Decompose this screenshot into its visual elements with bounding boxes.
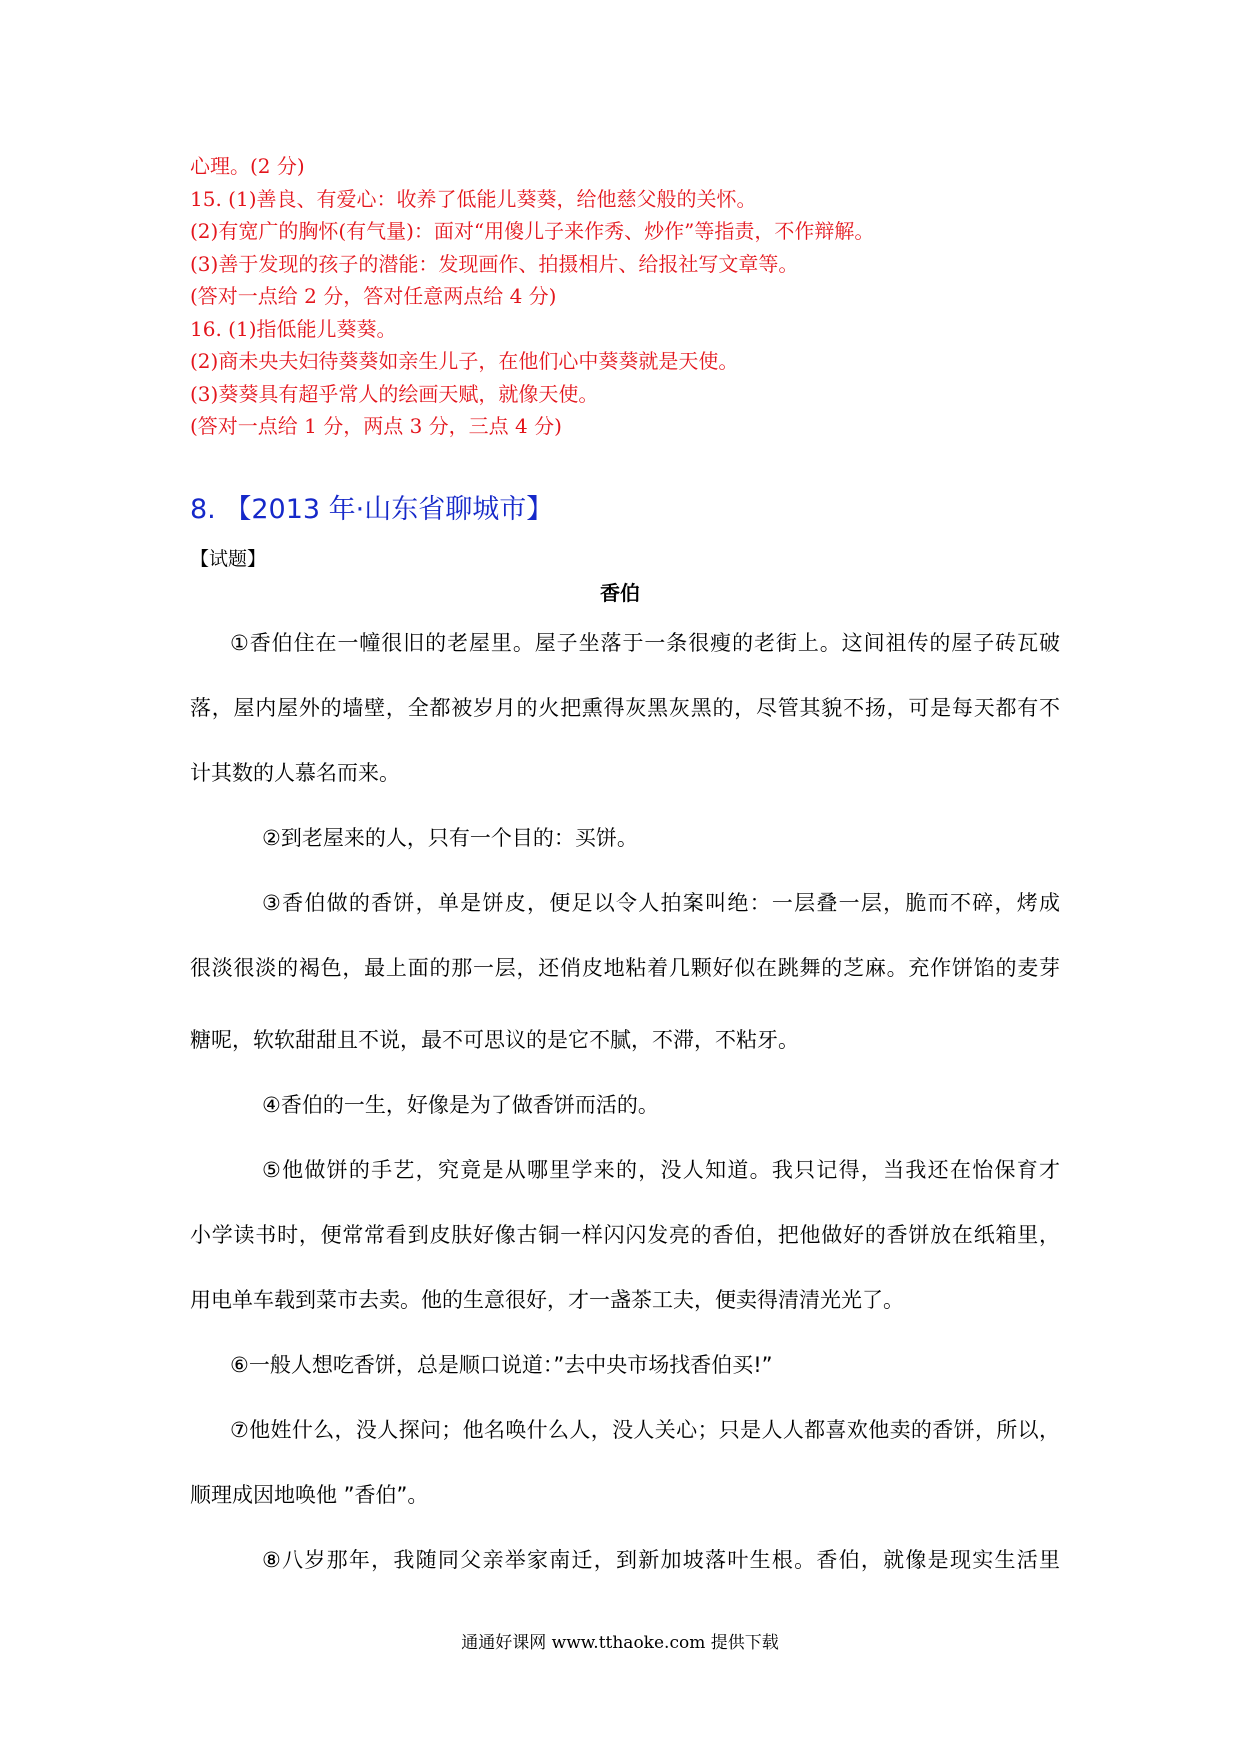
- question-label: 【试题】: [190, 548, 267, 570]
- answer-line: (3)葵葵具有超乎常人的绘画天赋，就像天使。: [190, 381, 599, 406]
- paragraph-line: ④香伯的一生，好像是为了做香饼而活的。: [262, 1093, 659, 1117]
- paragraph-line: 落，屋内屋外的墙壁，全都被岁月的火把熏得灰黑灰黑的，尽管其貌不扬，可是每天都有不: [190, 696, 1060, 720]
- answer-line: (2)有宽广的胸怀(有气量)：面对“用傻儿子来作秀、炒作”等指责，不作辩解。: [190, 219, 875, 243]
- story-body: [190, 625, 1060, 1607]
- paragraph-line: ⑦他姓什么，没人探问；他名唤什么人，没人关心；只是人人都喜欢他卖的香饼，所以，: [230, 1418, 1060, 1442]
- paragraph-line: 小学读书时，便常常看到皮肤好像古铜一样闪闪发亮的香伯，把他做好的香饼放在纸箱里，: [190, 1223, 1060, 1247]
- paragraph-line: 计其数的人慕名而来。: [190, 761, 400, 785]
- answer-line: (答对一点给 2 分，答对任意两点给 4 分): [190, 284, 557, 308]
- paragraph-line: ⑤他做饼的手艺，究竟是从哪里学来的，没人知道。我只记得，当我还在怡保育才: [262, 1158, 1060, 1182]
- paragraph-line: 用电单车载到菜市去卖。他的生意很好，才一盏茶工夫，便卖得清清光光了。: [190, 1288, 904, 1312]
- page-footer: 通通好课网 www.tthaoke.com 提供下载: [461, 1633, 779, 1653]
- story-title: 香伯: [600, 581, 640, 605]
- answer-line: 16. (1)指低能儿葵葵。: [190, 316, 397, 341]
- section-heading: 8. 【2013 年·山东省聊城市】: [190, 494, 554, 525]
- paragraph-line: ⑥一般人想吃香饼，总是顺口说道：”去中央市场找香伯买!”: [230, 1353, 773, 1377]
- paragraph-line: 糖呢，软软甜甜且不说，最不可思议的是它不腻，不滞，不粘牙。: [190, 1028, 799, 1052]
- paragraph-line: ②到老屋来的人，只有一个目的：买饼。: [262, 826, 638, 850]
- answer-line: (答对一点给 1 分，两点 3 分，三点 4 分): [190, 414, 562, 438]
- paragraph-line: 很淡很淡的褐色，最上面的那一层，还俏皮地粘着几颗好似在跳舞的芝麻。充作饼馅的麦芽: [190, 956, 1060, 980]
- answer-line: 15. (1)善良、有爱心：收养了低能儿葵葵，给他慈父般的关怀。: [190, 186, 757, 211]
- answer-line: 心理。(2 分): [190, 154, 305, 178]
- answer-key: [190, 150, 1090, 443]
- answer-line: (3)善于发现的孩子的潜能：发现画作、拍摄相片、给报社写文章等。: [190, 251, 799, 276]
- paragraph-line: 顺理成因地唤他 ”香伯”。: [190, 1483, 429, 1507]
- paragraph-line: ⑧八岁那年，我随同父亲举家南迁，到新加坡落叶生根。香伯，就像是现实生活里: [262, 1548, 1060, 1572]
- answer-line: (2)商未央夫妇待葵葵如亲生儿子，在他们心中葵葵就是天使。: [190, 349, 739, 373]
- paragraph-line: ①香伯住在一幢很旧的老屋里。屋子坐落于一条很瘦的老街上。这间祖传的屋子砖瓦破: [230, 631, 1060, 655]
- paragraph-line: ③香伯做的香饼，单是饼皮，便足以令人拍案叫绝：一层叠一层，脆而不碎，烤成: [262, 891, 1060, 915]
